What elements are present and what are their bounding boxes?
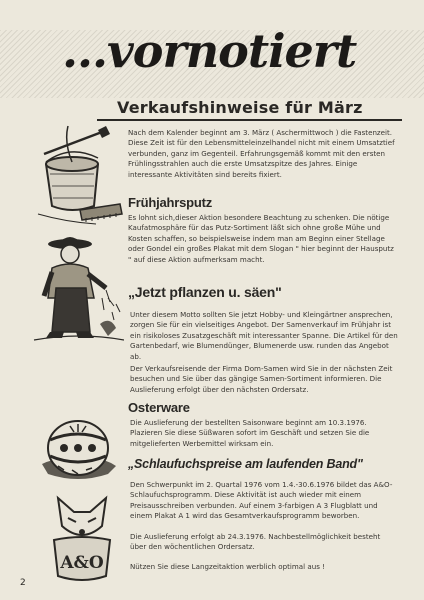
section-text-pflanzen-1: Unter diesem Motto sollten Sie jetzt Hobby- und Kleingärtner ansprechen, zorgen Sie für ein vielseitiges Angebot. Der Samenverkauf im Frühjahr ist ein risikoloses Zusatzgeschäft mit interessanter Spanne. Die Artikel für den Gartenbedarf, wie Blumendünger, Blumenerde usw. runden das Angebot ab. [130, 310, 398, 361]
cleaning-bucket-illustration [36, 114, 126, 226]
ao-fox-logo [46, 490, 118, 586]
subtitle-rule [97, 119, 402, 121]
section-heading-fruehjahrsputz: Frühjahrsputz [128, 195, 213, 210]
section-text-osterware: Die Auslieferung der bestellten Saisonware beginnt am 10.3.1976. Plazieren Sie diese Süßwaren sofort im Geschäft und setzen Sie die mitgelieferten Werbemittel wirksam ein. [130, 418, 370, 448]
section-text-fruehjahrsputz: Es lohnt sich,dieser Aktion besondere Beachtung zu schenken. Die nötige Kaufatmosphäre für das Putz-Sortiment läßt sich ohne große Mühe und Kosten schaffen, so beispielsweise indem man am Beginn einer Stellage oder Gondel ein großes Plakat mit dem Slogan " hier beginnt der Hausputz " auf diese Aktion aufmerksam macht. [128, 213, 394, 264]
section-heading-pflanzen: „Jetzt pflanzen u. säen" [128, 284, 282, 300]
section-text-schlaufuchs-3: Nützen Sie diese Langzeitaktion werblich optimal aus ! [130, 562, 325, 571]
gardener-illustration [30, 232, 124, 342]
section-text-schlaufuchs-2: Die Auslieferung erfolgt ab 24.3.1976. Nachbestellmöglichkeit besteht über den wöchentlichen Ordersatz. [130, 532, 381, 552]
section-text-schlaufuchs-1: Den Schwerpunkt im 2. Quartal 1976 vom 1.4.-30.6.1976 bildet das A&O-Schlaufuchsprogramm. Diese Aktivität ist auch wieder mit einem Preisausschreiben verbunden. Auf einem 3-farbigen A 3 Flugblatt und einem Plakat A 1 wird das Gesamtverkaufsprogramm beworben. [130, 480, 393, 521]
section-text-pflanzen-2: Der Verkaufsreisende der Firma Dom-Samen wird Sie in der nächsten Zeit besuchen und Sie über das gängige Samen-Sortiment informieren. Die Auslieferung erfolgt über den nächsten Ordersatz. [130, 364, 393, 394]
intro-paragraph: Nach dem Kalender beginnt am 3. März ( Aschermittwoch ) die Fastenzeit. Diese Zeit ist für den Lebensmitteleinzelhandel nicht mit einem Umsatztief verbunden, ganz im Gegenteil. Erfahrungsgemäß kommt mit den ersten Frühlingsstrahlen auch die erste Umsatzspitze des Jahres. Einige interessante Aktivitäten sind bereits fixiert. [128, 128, 395, 179]
easter-egg-illustration [38, 418, 122, 486]
section-heading-osterware: Osterware [128, 400, 190, 415]
logo-text: A&O [60, 553, 104, 573]
page-number: 2 [20, 578, 26, 588]
subtitle: Verkaufshinweise für März [117, 98, 363, 117]
headline: ...vornotiert [62, 24, 357, 78]
section-heading-schlaufuchspreise: „Schlaufuchspreise am laufenden Band" [128, 457, 363, 471]
